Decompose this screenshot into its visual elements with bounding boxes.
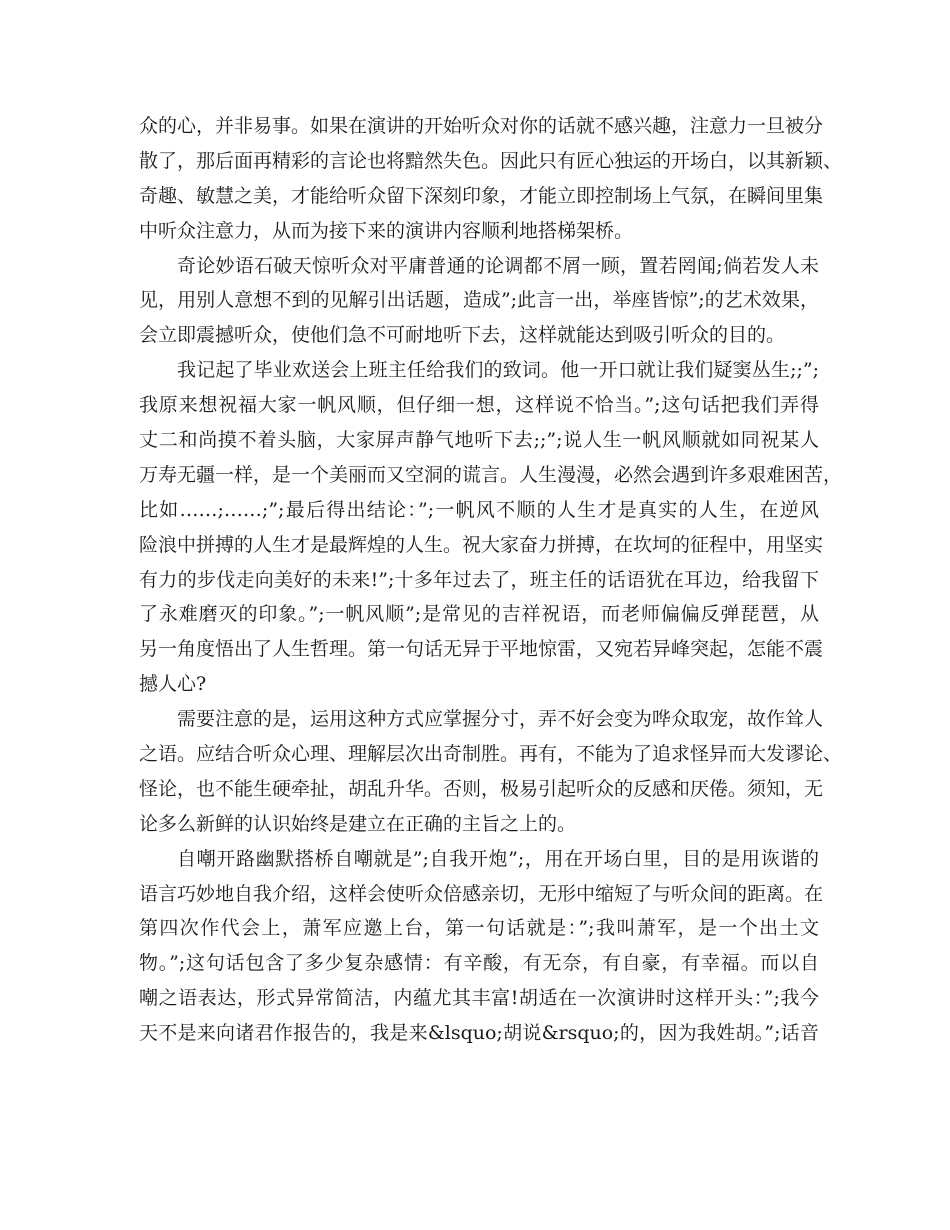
text-line: 需要注意的是，运用这种方式应掌握分寸，弄不好会变为哗众取宠，故作耸人	[177, 708, 824, 731]
text-line: 第四次作代会上，萧军应邀上台，第一句话就是：”;我叫萧军，是一个出土文	[139, 917, 819, 940]
text-line: 奇趣、敏慧之美，才能给听众留下深刻印象，才能立即控制场上气氛，在瞬间里集	[139, 184, 824, 207]
text-line: 嘲之语表达，形式异常简洁，内蕴尤其丰富!胡适在一次演讲时这样开头：”;我今	[139, 987, 819, 1010]
text-line: 见，用别人意想不到的见解引出话题，造成”;此言一出，举座皆惊”;的艺术效果，	[139, 289, 819, 312]
document-body	[139, 109, 843, 1051]
text-line: 奇论妙语石破天惊听众对平庸普通的论调都不屑一顾，置若罔闻;倘若发人未	[177, 254, 819, 277]
text-line: 天不是来向诸君作报告的，我是来&lsquo;胡说&rsquo;的，因为我姓胡。”;话音	[139, 1022, 819, 1045]
text-line: 中听众注意力，从而为接下来的演讲内容顺利地搭梯架桥。	[139, 219, 634, 242]
text-line: 了永难磨灭的印象。”;一帆风顺”;是常见的吉祥祝语，而老师偏偏反弹琵琶，从	[139, 603, 819, 626]
paragraph-5	[139, 842, 824, 1051]
text-line: 论多么新鲜的认识始终是建立在正确的主旨之上的。	[139, 812, 577, 835]
text-line: 物。”;这句话包含了多少复杂感情：有辛酸，有无奈，有自豪，有幸福。而以自	[139, 952, 819, 975]
paragraph-2	[139, 249, 819, 354]
paragraph-1	[139, 109, 843, 249]
text-line: 另一角度悟出了人生哲理。第一句话无异于平地惊雷，又宛若异峰突起，怎能不震	[139, 638, 824, 661]
text-line: 丈二和尚摸不着头脑，大家屏声静气地听下去;;”;说人生一帆风顺就如同祝某人	[139, 429, 819, 452]
paragraph-3	[139, 353, 843, 702]
text-line: 我记起了毕业欢送会上班主任给我们的致词。他一开口就让我们疑窦丛生;;”;	[177, 359, 819, 382]
text-line: 有力的步伐走向美好的未来!”;十多年过去了，班主任的话语犹在耳边，给我留下	[139, 568, 819, 591]
text-line: 会立即震撼听众，使他们急不可耐地听下去，这样就能达到吸引听众的目的。	[139, 324, 786, 347]
text-line: 万寿无疆一样，是一个美丽而又空洞的谎言。人生漫漫，必然会遇到许多艰难困苦，	[139, 463, 843, 486]
text-line: 我原来想祝福大家一帆风顺，但仔细一想，这样说不恰当。”;这句话把我们弄得	[139, 394, 819, 417]
text-line: 众的心，并非易事。如果在演讲的开始听众对你的话就不感兴趣，注意力一旦被分	[139, 115, 824, 137]
text-line: 怪论，也不能生硬牵扯，胡乱升华。否则，极易引起听众的反感和厌倦。须知，无	[139, 777, 824, 800]
paragraph-4	[139, 702, 843, 842]
text-line: 险浪中拼搏的人生才是最辉煌的人生。祝大家奋力拼搏，在坎坷的征程中，用坚实	[139, 533, 824, 556]
text-line: 自嘲开路幽默搭桥自嘲就是”;自我开炮”;，用在开场白里，目的是用诙谐的	[177, 847, 819, 870]
text-line: 比如……;……;”;最后得出结论：”;一帆风不顺的人生才是真实的人生，在逆风	[139, 498, 819, 521]
text-line: 语言巧妙地自我介绍，这样会使听众倍感亲切，无形中缩短了与听众间的距离。在	[139, 882, 824, 905]
text-line: 之语。应结合听众心理、理解层次出奇制胜。再有，不能为了追求怪异而大发谬论、	[139, 743, 843, 766]
text-line: 散了，那后面再精彩的言论也将黯然失色。因此只有匠心独运的开场白，以其新颖、	[139, 149, 843, 172]
text-line: 撼人心?	[139, 673, 207, 696]
